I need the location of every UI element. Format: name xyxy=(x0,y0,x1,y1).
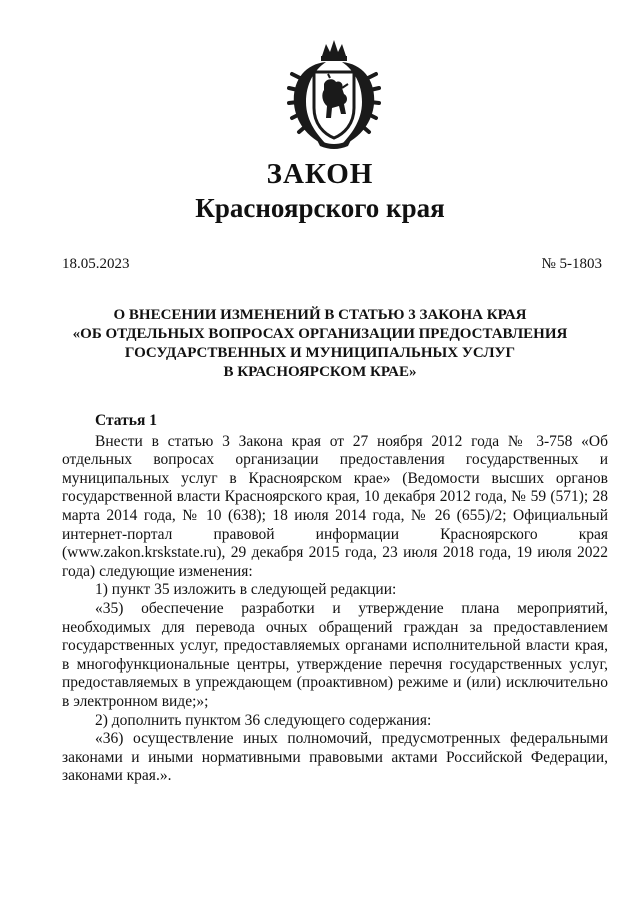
paragraph: 2) дополнить пунктом 36 следующего содержания: xyxy=(95,711,432,729)
document-title: ЗАКОН xyxy=(266,158,374,190)
document-number: № 5-1803 xyxy=(541,256,602,272)
law-heading-line: В КРАСНОЯРСКОМ КРАЕ» xyxy=(223,364,417,380)
document-date: 18.05.2023 xyxy=(62,256,130,272)
paragraph: Внести в статью 3 Закона края от 27 ноября 2012 года № 3-758 «Об отдельных вопросах организации предоставления государственных и муниципальных услуг в Красноярском крае» (Ведомости высших органов государственной власти Красноярского края, 10 декабря 2012 года, № 59 (571); 28 марта 2014 года, № 10 (638); 18 июля 2014 года, № 26 (655)/2; Официальный интернет-портал правовой информации Красноярского края (www.zakon.krskstate.ru), 29 декабря 2015 года, 23 июля 2018 года, 19 июля 2022 года) следующие изменения: xyxy=(62,432,608,580)
law-heading xyxy=(40,306,600,382)
document-body xyxy=(62,412,608,786)
document-subtitle: Красноярского края xyxy=(195,193,445,223)
article-title: Статья 1 xyxy=(95,412,157,429)
law-heading-line: О ВНЕСЕНИИ ИЗМЕНЕНИЙ В СТАТЬЮ 3 ЗАКОНА КРАЯ xyxy=(113,307,527,323)
law-heading-line: ГОСУДАРСТВЕННЫХ И МУНИЦИПАЛЬНЫХ УСЛУГ xyxy=(124,345,516,361)
law-heading-line: «ОБ ОТДЕЛЬНЫХ ВОПРОСАХ ОРГАНИЗАЦИИ ПРЕДОСТАВЛЕНИЯ xyxy=(72,326,568,342)
paragraph: «36) осуществление иных полномочий, предусмотренных федеральными законами и иными нормативными правовыми актами Российской Федерации, законами края.». xyxy=(62,730,608,785)
paragraph: «35) обеспечение разработки и утверждение плана мероприятий, необходимых для перевода очных обращений граждан за предоставлением государственных услуг, предоставляемых органами исполнительной власти края, в многофункциональные центры, утверждение перечня государственных услуг, предоставляемых в упреждающем (проактивном) режиме и (или) исключительно в электронном виде;»; xyxy=(62,599,608,710)
paragraph: 1) пункт 35 изложить в следующей редакции: xyxy=(95,581,397,599)
coat-of-arms-icon xyxy=(286,38,382,150)
